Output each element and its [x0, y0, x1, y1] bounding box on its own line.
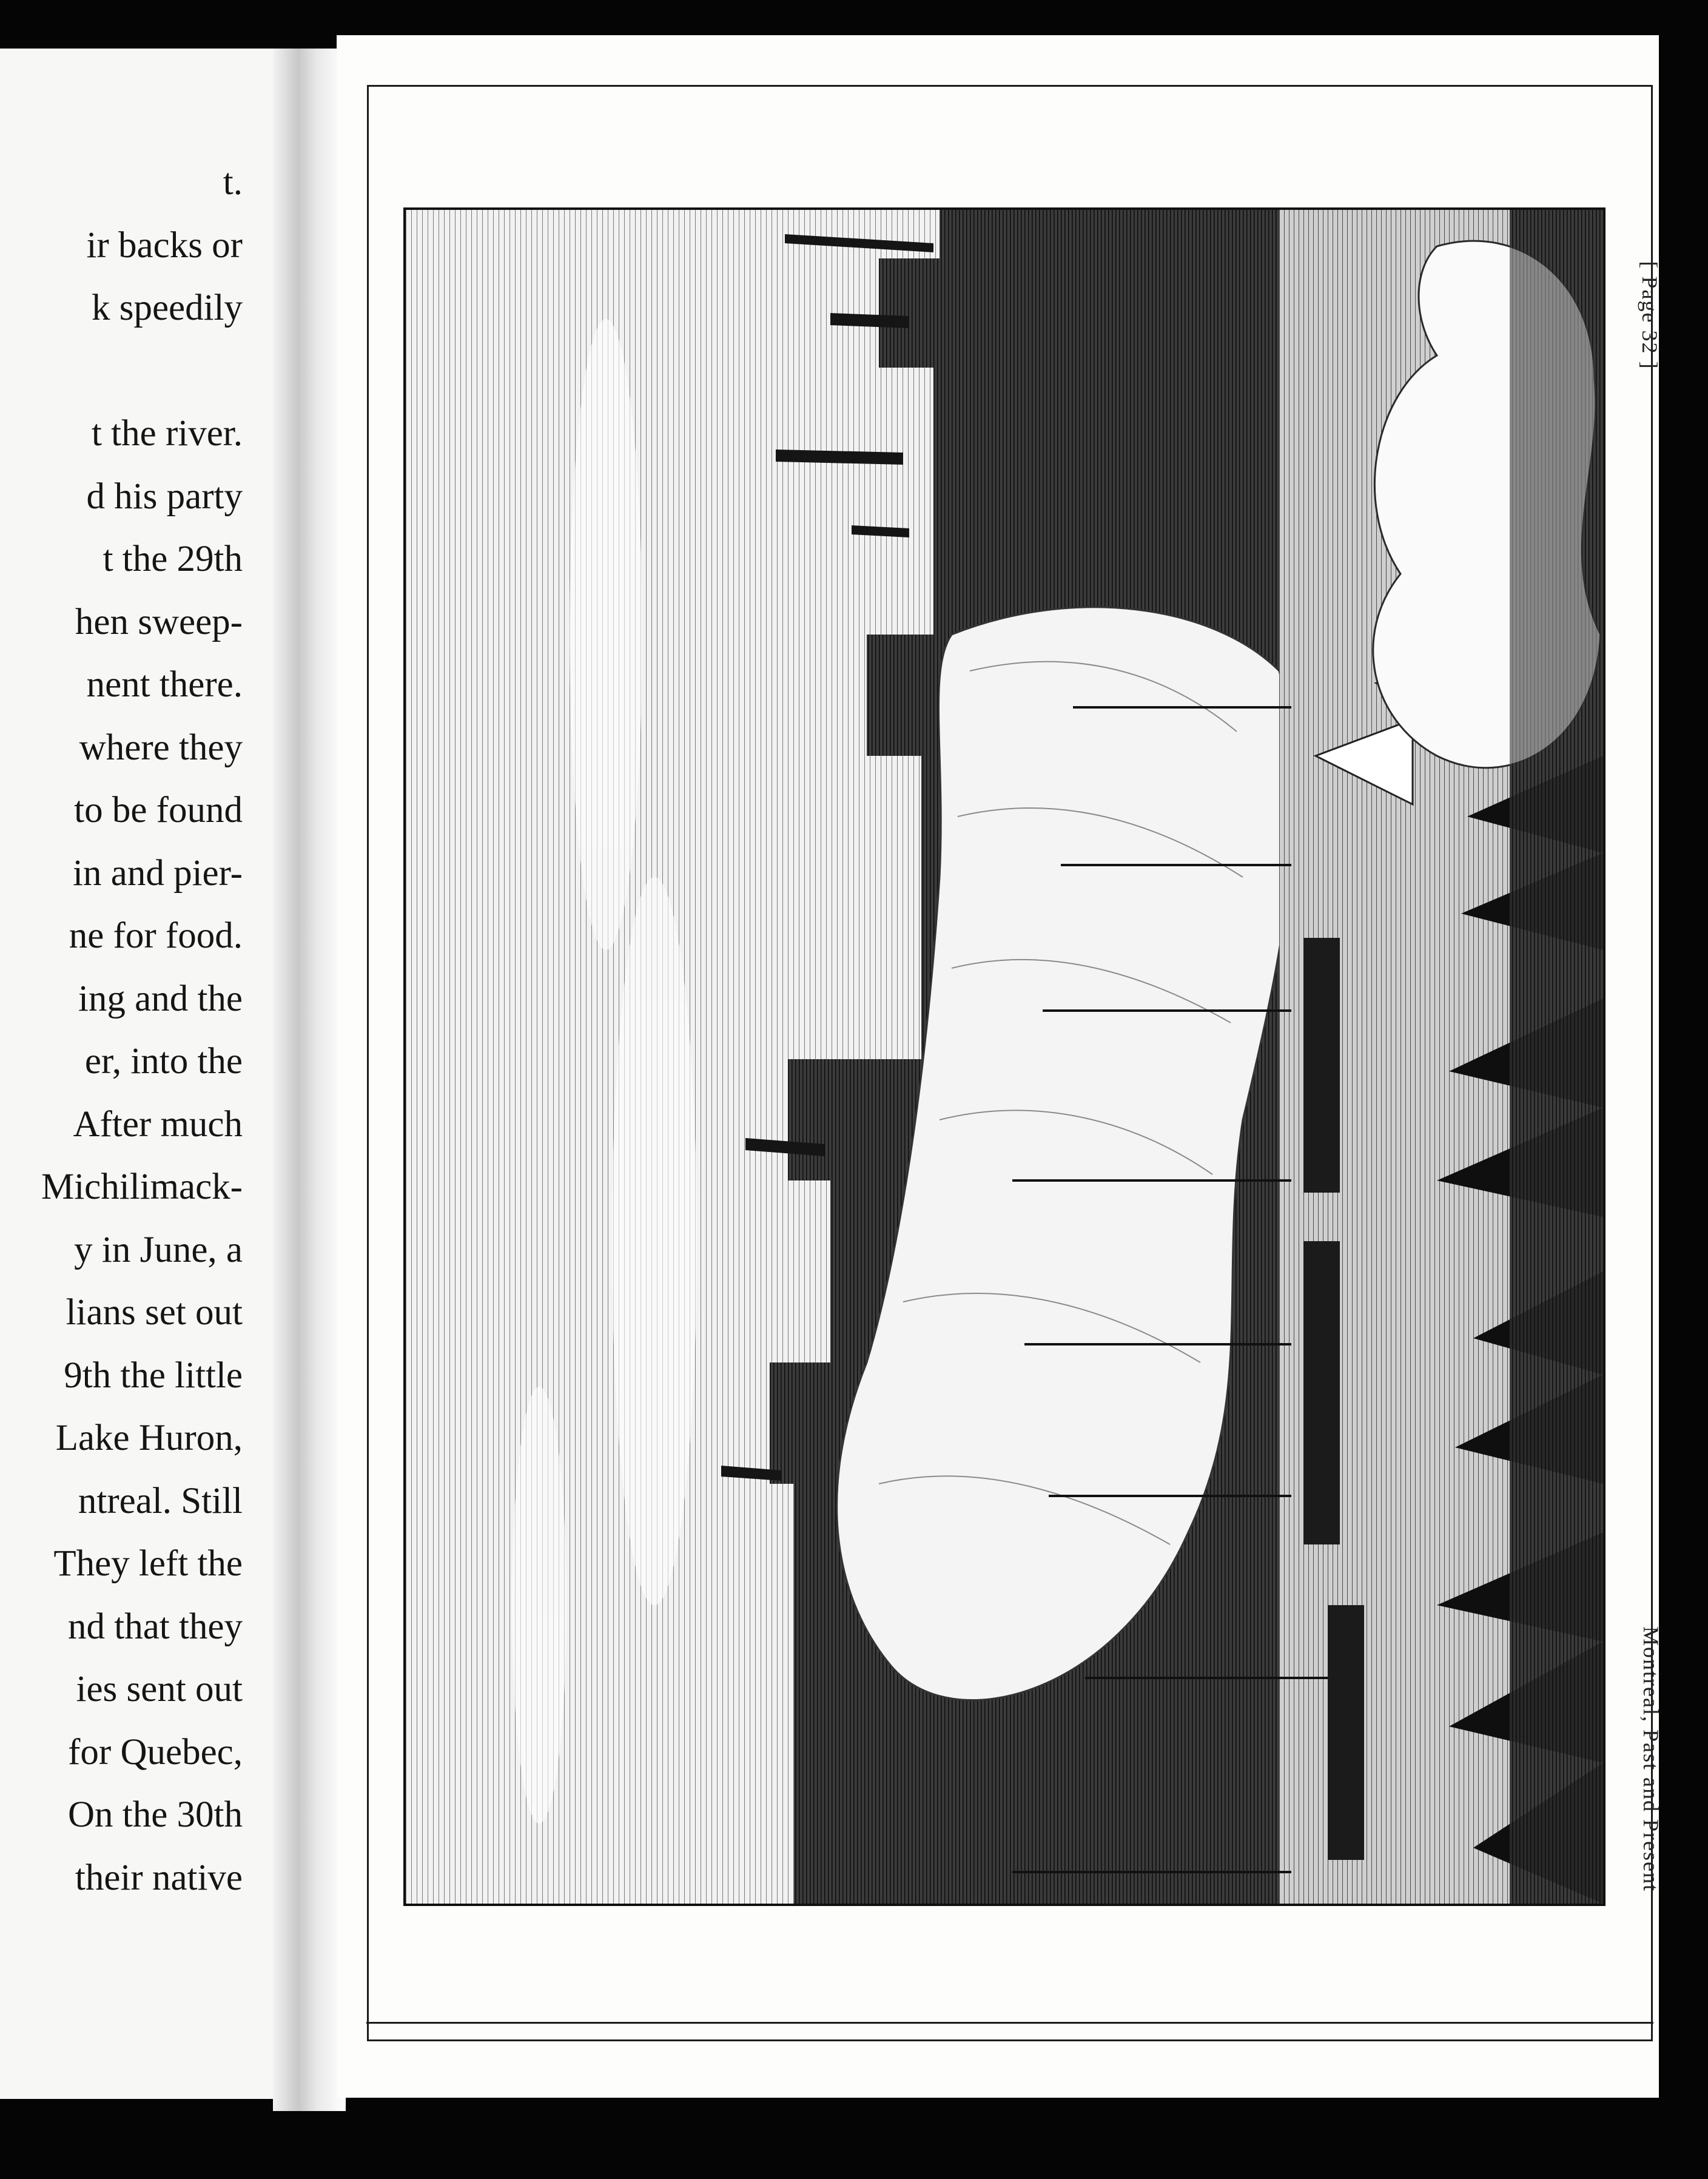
left-page-line: t. [223, 162, 243, 203]
book-gutter [273, 49, 346, 2111]
left-page-line: y in June, a [74, 1229, 243, 1270]
left-page-line: in and pier- [73, 852, 243, 894]
left-page-line: er, into the [84, 1041, 243, 1082]
left-page-line: nd that they [68, 1606, 243, 1647]
left-page-line: hen sweep- [75, 601, 243, 642]
page-reference-caption: [ Page 32 ] [1638, 261, 1662, 370]
engraving-plate [403, 207, 1605, 1906]
left-page [0, 49, 300, 2099]
left-page-line: to be found [74, 790, 243, 830]
left-page-line: d his party [86, 476, 243, 517]
left-page-line: their native [75, 1857, 243, 1898]
left-page-line: 9th the little [64, 1355, 243, 1396]
left-page-line: t the 29th [103, 539, 243, 579]
plate-title-caption: Montreal, Past and Present [1639, 1626, 1663, 1892]
left-page-line: ies sent out [76, 1669, 243, 1709]
left-page-line: k speedily [91, 288, 243, 328]
left-page-line: ntreal. Still [78, 1480, 243, 1521]
left-page-line: ne for food. [69, 915, 243, 956]
left-page-line: On the 30th [67, 1794, 243, 1835]
left-page-line: lians set out [66, 1292, 243, 1333]
left-page-line: nent there. [86, 664, 243, 705]
left-page-line: t the river. [91, 413, 243, 454]
left-page-line: They left the [53, 1543, 243, 1584]
left-page-line: Lake Huron, [55, 1418, 243, 1458]
left-page-line: ir backs or [86, 224, 243, 266]
left-page-line: for Quebec, [68, 1731, 243, 1773]
left-page-line: After much [73, 1103, 243, 1145]
left-page-line: ing and the [78, 978, 243, 1019]
left-page-line: where they [79, 727, 243, 768]
left-page-line: Michilimack- [41, 1167, 243, 1207]
harbour-engraving [406, 210, 1603, 1904]
